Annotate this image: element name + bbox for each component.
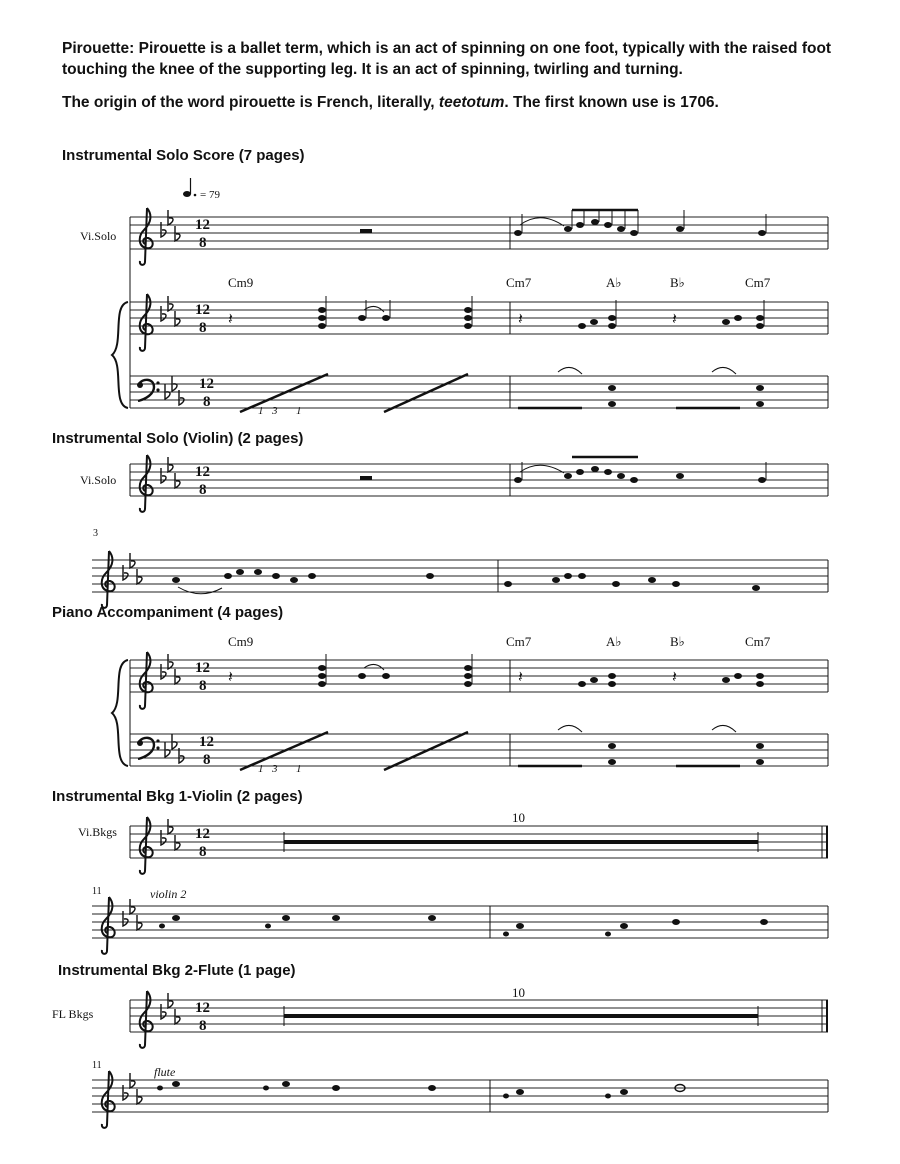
whole-rest	[360, 476, 372, 480]
piano-brace	[112, 302, 128, 408]
note-head	[676, 226, 684, 232]
section-heading-solo-violin: Instrumental Solo (Violin) (2 pages)	[52, 430, 304, 447]
treble-clef-icon	[140, 652, 153, 709]
flat-icon	[123, 1085, 128, 1100]
flat-icon	[161, 664, 166, 679]
system-solo-violin	[80, 455, 828, 608]
flat-icon	[161, 830, 166, 845]
svg-text:𝄽: 𝄽	[518, 669, 523, 686]
time-sig-bottom: 8	[199, 1018, 207, 1034]
chord-symbol: B♭	[670, 275, 685, 290]
piano-brace	[112, 660, 128, 766]
svg-text:𝄽: 𝄽	[228, 669, 233, 686]
section-heading-solo-score: Instrumental Solo Score (7 pages)	[62, 147, 305, 164]
chord-symbol: Cm7	[745, 634, 771, 649]
tempo-marking	[183, 178, 220, 201]
origin-text-emphasis: teetotum	[438, 94, 505, 111]
tempo-value: = 79	[200, 189, 220, 201]
flat-icon	[161, 468, 166, 483]
time-sig-top: 12	[195, 217, 210, 233]
time-sig-top: 12	[195, 1000, 210, 1016]
staff-bkg1-2	[92, 906, 828, 938]
staff-piano-rh-1	[130, 302, 828, 334]
chord-symbol: Cm7	[506, 275, 532, 290]
time-sig-bottom: 8	[199, 320, 207, 336]
intro-definition: Pirouette is a ballet term, which is an act of spinning on one foot, typically with the raised foot touching the knee of the supporting leg. It is an act of spinning, twirling and turning.	[62, 40, 832, 78]
flat-icon	[168, 296, 173, 311]
svg-text:𝄽: 𝄽	[672, 669, 677, 686]
time-sig-bottom: 8	[199, 678, 207, 694]
fingering: 3	[272, 405, 278, 417]
chord-symbol: Cm9	[228, 275, 254, 290]
time-sig-top: 12	[195, 302, 210, 318]
flat-icon	[161, 1004, 166, 1019]
fingering: 1	[258, 763, 264, 775]
staff-label-fl-bkgs: FL Bkgs	[52, 1007, 94, 1021]
time-sig-bottom: 8	[199, 844, 207, 860]
flat-icon	[123, 911, 128, 926]
flat-icon	[123, 565, 128, 580]
time-sig-top: 12	[195, 660, 210, 676]
fingering: 1	[296, 405, 302, 417]
note-head	[617, 226, 625, 232]
chord-symbol: B♭	[670, 634, 685, 649]
tempo-dot	[194, 194, 197, 197]
staff-label-vi-solo: Vi.Solo	[80, 229, 117, 243]
staff-piano-lh-1	[130, 376, 828, 408]
system-solo-score	[80, 208, 828, 417]
origin-text-after: . The first known use is 1706.	[504, 94, 719, 111]
rest-symbol: 𝄽	[228, 311, 233, 328]
svg-text:𝄽: 𝄽	[672, 311, 677, 328]
note-head	[564, 226, 572, 232]
measure-number: 11	[92, 1060, 102, 1071]
staff-label-vi-solo: Vi.Solo	[80, 473, 117, 487]
staff-violin-solo-2	[130, 464, 828, 496]
note-head	[591, 219, 599, 225]
flat-icon	[168, 654, 173, 669]
chord-symbol: Cm7	[506, 634, 532, 649]
time-sig-bottom: 8	[203, 394, 211, 410]
note-head	[630, 230, 638, 236]
staff-piano-rh-2	[130, 660, 828, 692]
section-heading-piano: Piano Accompaniment (4 pages)	[52, 604, 284, 621]
staff-bkg2-2	[92, 1080, 828, 1112]
time-sig-top: 12	[199, 376, 214, 392]
tempo-note-head	[183, 191, 191, 197]
svg-text:𝄽: 𝄽	[518, 311, 523, 328]
chord-symbol: Cm7	[745, 275, 771, 290]
time-sig-top: 12	[195, 464, 210, 480]
multirest-count: 10	[512, 985, 525, 1000]
expression-text: violin 2	[150, 887, 187, 901]
flat-icon	[161, 306, 166, 321]
fingering: 1	[258, 405, 264, 417]
fingering: 3	[272, 763, 278, 775]
multirest-bar	[284, 1014, 758, 1018]
treble-clef-icon	[140, 294, 153, 351]
expression-text: flute	[154, 1065, 176, 1079]
time-sig-bottom: 8	[199, 482, 207, 498]
beam	[240, 374, 328, 412]
section-heading-bkg1: Instrumental Bkg 1-Violin (2 pages)	[52, 788, 303, 805]
section-heading-bkg2: Instrumental Bkg 2-Flute (1 page)	[58, 962, 296, 979]
staff-piano-lh-2	[130, 734, 828, 766]
intro-label: Pirouette:	[62, 40, 135, 57]
note-head	[758, 230, 766, 236]
staff-violin-solo-3	[92, 560, 828, 592]
note-head	[576, 222, 584, 228]
bass-clef-icon	[137, 380, 160, 401]
time-sig-top: 12	[199, 734, 214, 750]
beam	[384, 374, 468, 412]
chord-symbol: A♭	[606, 634, 622, 649]
origin-text-before: The origin of the word pirouette is French, literally,	[62, 94, 439, 111]
flat-icon	[161, 222, 166, 237]
whole-rest	[360, 229, 372, 233]
system-piano	[112, 634, 828, 775]
chord-symbol: A♭	[606, 275, 622, 290]
fingering: 1	[296, 763, 302, 775]
system-bkg1-violin	[78, 810, 828, 954]
system-bkg2-flute	[52, 985, 828, 1128]
staff-label-vi-bkgs: Vi.Bkgs	[78, 825, 117, 839]
multirest-bar	[284, 840, 758, 844]
note-head	[514, 230, 522, 236]
time-sig-top: 12	[195, 826, 210, 842]
time-sig-bottom: 8	[199, 235, 207, 251]
measure-number: 3	[93, 528, 98, 539]
chord-symbol: Cm9	[228, 634, 254, 649]
staff-violin-solo-1	[130, 217, 828, 249]
note-head	[604, 222, 612, 228]
time-sig-bottom: 8	[203, 752, 211, 768]
measure-number: 11	[92, 886, 102, 897]
multirest-count: 10	[512, 810, 525, 825]
bass-clef-icon	[137, 738, 160, 759]
